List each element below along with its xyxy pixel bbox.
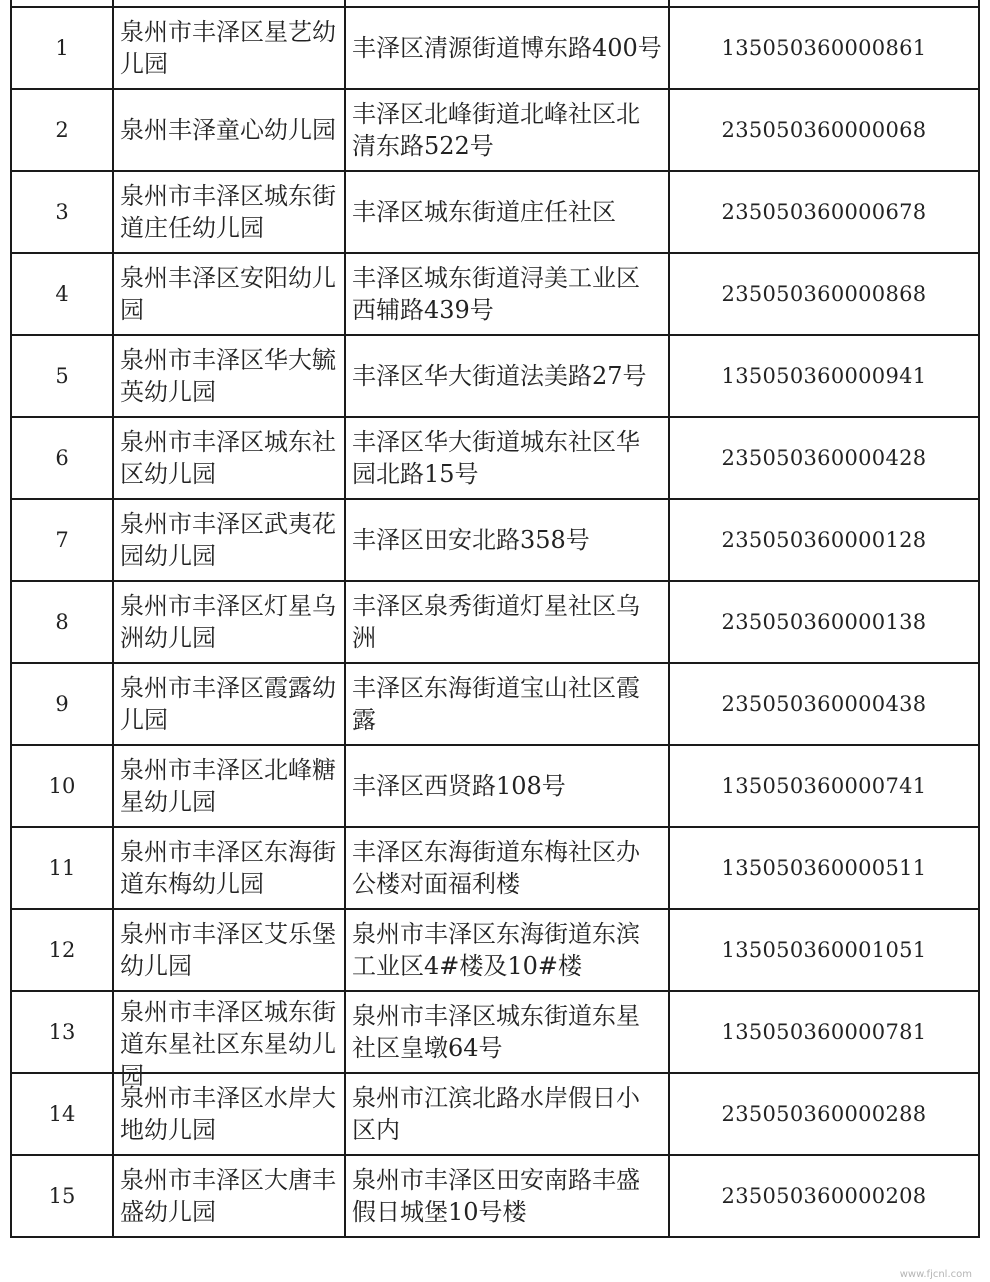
cell-number: [11, 991, 113, 1073]
cell-kindergarten-name: [113, 253, 345, 335]
cell-kindergarten-name-text: 泉州市丰泽区城东社区幼儿园: [120, 428, 336, 488]
cell-address-text: 丰泽区田安北路358号: [352, 526, 590, 554]
cell-code: [669, 253, 979, 335]
cell-address-text: 丰泽区城东街道浔美工业区西辅路439号: [352, 264, 640, 324]
cell-address: [345, 417, 669, 499]
cell-address-text: 丰泽区城东街道庄任社区: [352, 198, 616, 226]
cell-number-text: 9: [55, 692, 69, 716]
cell-code-text: 135050360000781: [721, 1020, 927, 1044]
cell-code-text: 235050360000428: [721, 446, 927, 470]
kindergarten-table: [10, 0, 980, 1238]
cell-kindergarten-name-text: 泉州市丰泽区城东街道庄任幼儿园: [120, 182, 336, 242]
cell-code-text: 135050360000741: [721, 774, 927, 798]
cell-address: [345, 1155, 669, 1237]
cell-address: [345, 89, 669, 171]
watermark: www.fjcnl.com: [899, 1269, 972, 1280]
cell-address: [345, 253, 669, 335]
table-row: [11, 991, 979, 1073]
cell-address-text: 丰泽区泉秀街道灯星社区乌洲: [352, 592, 640, 652]
cell-number-text: 10: [48, 774, 76, 798]
cell-code-text: 235050360000288: [721, 1102, 927, 1126]
cell-address-text: 泉州市丰泽区田安南路丰盛假日城堡10号楼: [352, 1166, 640, 1226]
cell-code: [669, 417, 979, 499]
cell-code: [669, 663, 979, 745]
cell-code-text: 235050360000868: [721, 282, 927, 306]
cell-address: [345, 171, 669, 253]
cell-number-text: 5: [55, 364, 69, 388]
cell-number-text: 4: [55, 282, 69, 306]
cell-number-text: 12: [48, 938, 76, 962]
table-body: [11, 0, 979, 1237]
cell-kindergarten-name-text: 泉州丰泽区安阳幼儿园: [120, 264, 336, 324]
cell-kindergarten-name: [113, 7, 345, 89]
cell-address-text: 丰泽区华大街道法美路27号: [352, 362, 647, 390]
table-row: [11, 499, 979, 581]
cell-number-text: 14: [48, 1102, 76, 1126]
table-row: [11, 335, 979, 417]
cell-address: [345, 1073, 669, 1155]
cell-number: [11, 581, 113, 663]
cell-address: [345, 581, 669, 663]
cell-code: [669, 335, 979, 417]
cell-number: [11, 1073, 113, 1155]
cell-number: [11, 499, 113, 581]
cell-number-text: 6: [55, 446, 69, 470]
cell-kindergarten-name: [113, 499, 345, 581]
cell-number: [11, 171, 113, 253]
table-row: [11, 581, 979, 663]
cell-number: [11, 253, 113, 335]
table-row: [11, 827, 979, 909]
cell-number: [11, 417, 113, 499]
cell-code: [669, 171, 979, 253]
cell-kindergarten-name: [113, 745, 345, 827]
cell-code-text: 135050360000941: [721, 364, 927, 388]
cell-kindergarten-name-text: 泉州市丰泽区城东街道东星社区东星幼儿园: [120, 998, 336, 1090]
cell-address-text: 泉州市丰泽区东海街道东滨工业区4#楼及10#楼: [352, 920, 640, 980]
cell-number-text: 1: [55, 36, 69, 60]
cell-code-text: 235050360000438: [721, 692, 927, 716]
cell-code-text: 235050360000678: [721, 200, 927, 224]
cell-kindergarten-name-text: 泉州市丰泽区大唐丰盛幼儿园: [120, 1166, 336, 1226]
cell-address-text: 丰泽区华大街道城东社区华园北路15号: [352, 428, 640, 488]
cell-number-text: 7: [55, 528, 69, 552]
cell-kindergarten-name-text: 泉州丰泽童心幼儿园: [120, 116, 336, 144]
cell-code: [669, 499, 979, 581]
table-top-edge: [11, 0, 979, 7]
cell-address-text: 丰泽区清源街道博东路400号: [352, 34, 662, 62]
table-row: [11, 1073, 979, 1155]
cell-kindergarten-name-text: 泉州市丰泽区华大毓英幼儿园: [120, 346, 336, 406]
cell-number: [11, 1155, 113, 1237]
cell-kindergarten-name: [113, 827, 345, 909]
cell-kindergarten-name: [113, 335, 345, 417]
cell-number: [11, 827, 113, 909]
cell-kindergarten-name: [113, 663, 345, 745]
cell-code-text: 235050360000128: [721, 528, 927, 552]
cell-address-text: 丰泽区东海街道东梅社区办公楼对面福利楼: [352, 838, 640, 898]
cell-code-text: 235050360000068: [721, 118, 927, 142]
cell-address: [345, 7, 669, 89]
cell-kindergarten-name: [113, 991, 345, 1090]
table-row: [11, 663, 979, 745]
cell-number: [11, 7, 113, 89]
cell-code: [669, 991, 979, 1073]
cell-number: [11, 909, 113, 991]
cell-address: [345, 499, 669, 581]
cell-address-text: 丰泽区东海街道宝山社区霞露: [352, 674, 640, 734]
cell-address-text: 泉州市江滨北路水岸假日小区内: [352, 1084, 640, 1144]
cell-kindergarten-name: [113, 1073, 345, 1155]
cell-address: [345, 335, 669, 417]
cell-code: [669, 1073, 979, 1155]
cell-kindergarten-name: [113, 417, 345, 499]
cell-code: [669, 89, 979, 171]
cell-code: [669, 745, 979, 827]
cell-number-text: 2: [55, 118, 69, 142]
table-row: [11, 7, 979, 89]
cell-number-text: 8: [55, 610, 69, 634]
cell-kindergarten-name-text: 泉州市丰泽区东海街道东梅幼儿园: [120, 838, 336, 898]
cell-address: [345, 663, 669, 745]
cell-code-text: 235050360000138: [721, 610, 927, 634]
cell-address-text: 丰泽区北峰街道北峰社区北清东路522号: [352, 100, 640, 160]
table-row: [11, 417, 979, 499]
cell-kindergarten-name-text: 泉州市丰泽区星艺幼儿园: [120, 18, 336, 78]
cell-number-text: 13: [48, 1020, 76, 1044]
cell-kindergarten-name: [113, 89, 345, 171]
cell-code-text: 135050360000511: [721, 856, 927, 880]
cell-address: [345, 827, 669, 909]
cell-code-text: 235050360000208: [721, 1184, 927, 1208]
cell-kindergarten-name-text: 泉州市丰泽区霞露幼儿园: [120, 674, 336, 734]
cell-kindergarten-name-text: 泉州市丰泽区武夷花园幼儿园: [120, 510, 336, 570]
cell-number: [11, 745, 113, 827]
cell-kindergarten-name: [113, 581, 345, 663]
cell-address: [345, 909, 669, 991]
cell-kindergarten-name-text: 泉州市丰泽区灯星乌洲幼儿园: [120, 592, 336, 652]
cell-number: [11, 663, 113, 745]
cell-number: [11, 89, 113, 171]
cell-code: [669, 909, 979, 991]
cell-kindergarten-name: [113, 909, 345, 991]
cell-code: [669, 581, 979, 663]
table-row: [11, 909, 979, 991]
cell-code: [669, 1155, 979, 1237]
cell-address-text: 丰泽区西贤路108号: [352, 772, 566, 800]
cell-kindergarten-name: [113, 1155, 345, 1237]
cell-code: [669, 827, 979, 909]
cell-address: [345, 745, 669, 827]
kindergarten-table-page: [10, 0, 978, 1238]
cell-address-text: 泉州市丰泽区城东街道东星社区皇墩64号: [352, 1002, 640, 1062]
cell-kindergarten-name-text: 泉州市丰泽区水岸大地幼儿园: [120, 1084, 336, 1144]
cell-code-text: 135050360000861: [721, 36, 927, 60]
cell-kindergarten-name-text: 泉州市丰泽区北峰糖星幼儿园: [120, 756, 336, 816]
table-row: [11, 1155, 979, 1237]
cell-address: [345, 991, 669, 1073]
cell-kindergarten-name: [113, 171, 345, 253]
cell-code-text: 135050360001051: [721, 938, 927, 962]
table-row: [11, 89, 979, 171]
cell-number-text: 11: [48, 856, 76, 880]
table-row: [11, 745, 979, 827]
cell-kindergarten-name-text: 泉州市丰泽区艾乐堡幼儿园: [120, 920, 336, 980]
cell-code: [669, 7, 979, 89]
table-row: [11, 171, 979, 253]
cell-number-text: 3: [55, 200, 69, 224]
table-row: [11, 253, 979, 335]
cell-number: [11, 335, 113, 417]
cell-number-text: 15: [48, 1184, 76, 1208]
